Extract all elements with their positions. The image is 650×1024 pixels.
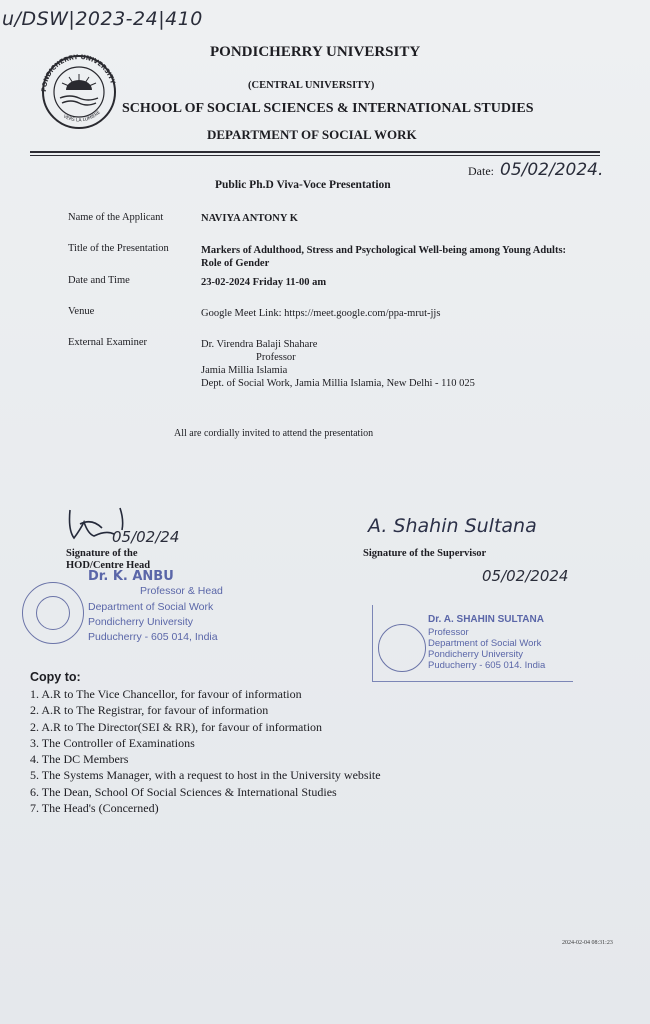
copy-to-heading: Copy to: <box>30 670 81 684</box>
supervisor-seal-stamp <box>378 624 426 672</box>
hod-seal-inner <box>36 596 70 630</box>
examiner-name: Dr. Virendra Balaji Shahare <box>201 339 318 350</box>
hod-stamp-name: Dr. K. ANBU <box>88 569 174 584</box>
datetime-value: 23-02-2024 Friday 11-00 am <box>201 277 327 288</box>
list-item: 5. The Systems Manager, with a request to host in the University website <box>30 768 381 783</box>
department-name: DEPARTMENT OF SOCIAL WORK <box>207 127 417 142</box>
scan-timestamp: 2024-02-04 08:31:23 <box>562 940 613 946</box>
hod-stamp-line4: Puducherry - 605 014, India <box>88 631 218 643</box>
applicant-value: NAVIYA ANTONY K <box>201 213 298 224</box>
school-name: SCHOOL OF SOCIAL SCIENCES & INTERNATIONAL STUDIES <box>122 101 534 116</box>
date-value: 05/02/2024. <box>500 160 604 180</box>
header-rule <box>30 151 600 153</box>
university-name: PONDICHERRY UNIVERSITY <box>210 44 421 60</box>
hod-label-line1: Signature of the <box>66 548 138 559</box>
university-seal-logo <box>36 52 122 130</box>
list-item: 2. A.R to The Registrar, for favour of information <box>30 703 269 718</box>
hod-stamp-line1: Professor & Head <box>140 585 223 597</box>
hod-label-line2: HOD/Centre Head <box>66 560 151 571</box>
seal-top-text: PONDICHERRY UNIVERSITY <box>40 53 116 93</box>
supervisor-stamp-line1: Professor <box>428 627 469 638</box>
reference-number: u/DSW|2023-24|410 <box>2 8 203 30</box>
datetime-label: Date and Time <box>68 275 130 286</box>
copy-to-list <box>30 686 381 816</box>
applicant-label: Name of the Applicant <box>68 212 164 223</box>
examiner-address: Dept. of Social Work, Jamia Millia Islamia, New Delhi - 110 025 <box>201 378 475 389</box>
hod-stamp-line3: Pondicherry University <box>88 616 194 628</box>
title-label: Title of the Presentation <box>68 243 169 254</box>
supervisor-signature-date: 05/02/2024 <box>482 567 569 585</box>
supervisor-stamp-line4: Puducherry - 605 014. India <box>428 660 546 671</box>
examiner-institution: Jamia Millia Islamia <box>201 365 288 376</box>
list-item: 3. The Controller of Examinations <box>30 735 195 750</box>
seal-bottom-text: VERS LA LUMIERE <box>62 110 102 124</box>
list-item: 1. A.R to The Vice Chancellor, for favour of information <box>30 687 302 701</box>
date-label: Date: <box>468 164 494 178</box>
list-item: 6. The Dean, School Of Social Sciences & International Studies <box>30 784 337 799</box>
university-type: (CENTRAL UNIVERSITY) <box>248 80 375 91</box>
supervisor-label: Signature of the Supervisor <box>363 548 487 559</box>
list-item: 4. The DC Members <box>30 752 129 767</box>
list-item: 2. A.R to The Director(SEI & RR), for favour of information <box>30 719 323 734</box>
title-value: Markers of Adulthood, Stress and Psychological Well-being among Young Adults: Role of Gender <box>201 245 567 269</box>
supervisor-signature: A. Shahin Sultana <box>368 515 537 537</box>
supervisor-stamp-line3: Pondicherry University <box>428 649 524 660</box>
venue-value: Google Meet Link: https://meet.google.com/ppa-mrut-jjs <box>201 308 441 319</box>
invite-text: All are cordially invited to attend the presentation <box>174 428 374 439</box>
supervisor-stamp-name: Dr. A. SHAHIN SULTANA <box>428 614 544 625</box>
presentation-title: Public Ph.D Viva-Voce Presentation <box>215 179 391 191</box>
examiner-designation: Professor <box>256 352 296 363</box>
examiner-label: External Examiner <box>68 337 148 348</box>
venue-label: Venue <box>68 306 95 317</box>
header-rule-thin <box>30 155 600 156</box>
supervisor-stamp-line2: Department of Social Work <box>428 638 542 649</box>
list-item: 7. The Head's (Concerned) <box>30 801 159 816</box>
hod-signature-date: 05/02/24 <box>112 528 180 546</box>
hod-stamp-line2: Department of Social Work <box>88 601 214 613</box>
